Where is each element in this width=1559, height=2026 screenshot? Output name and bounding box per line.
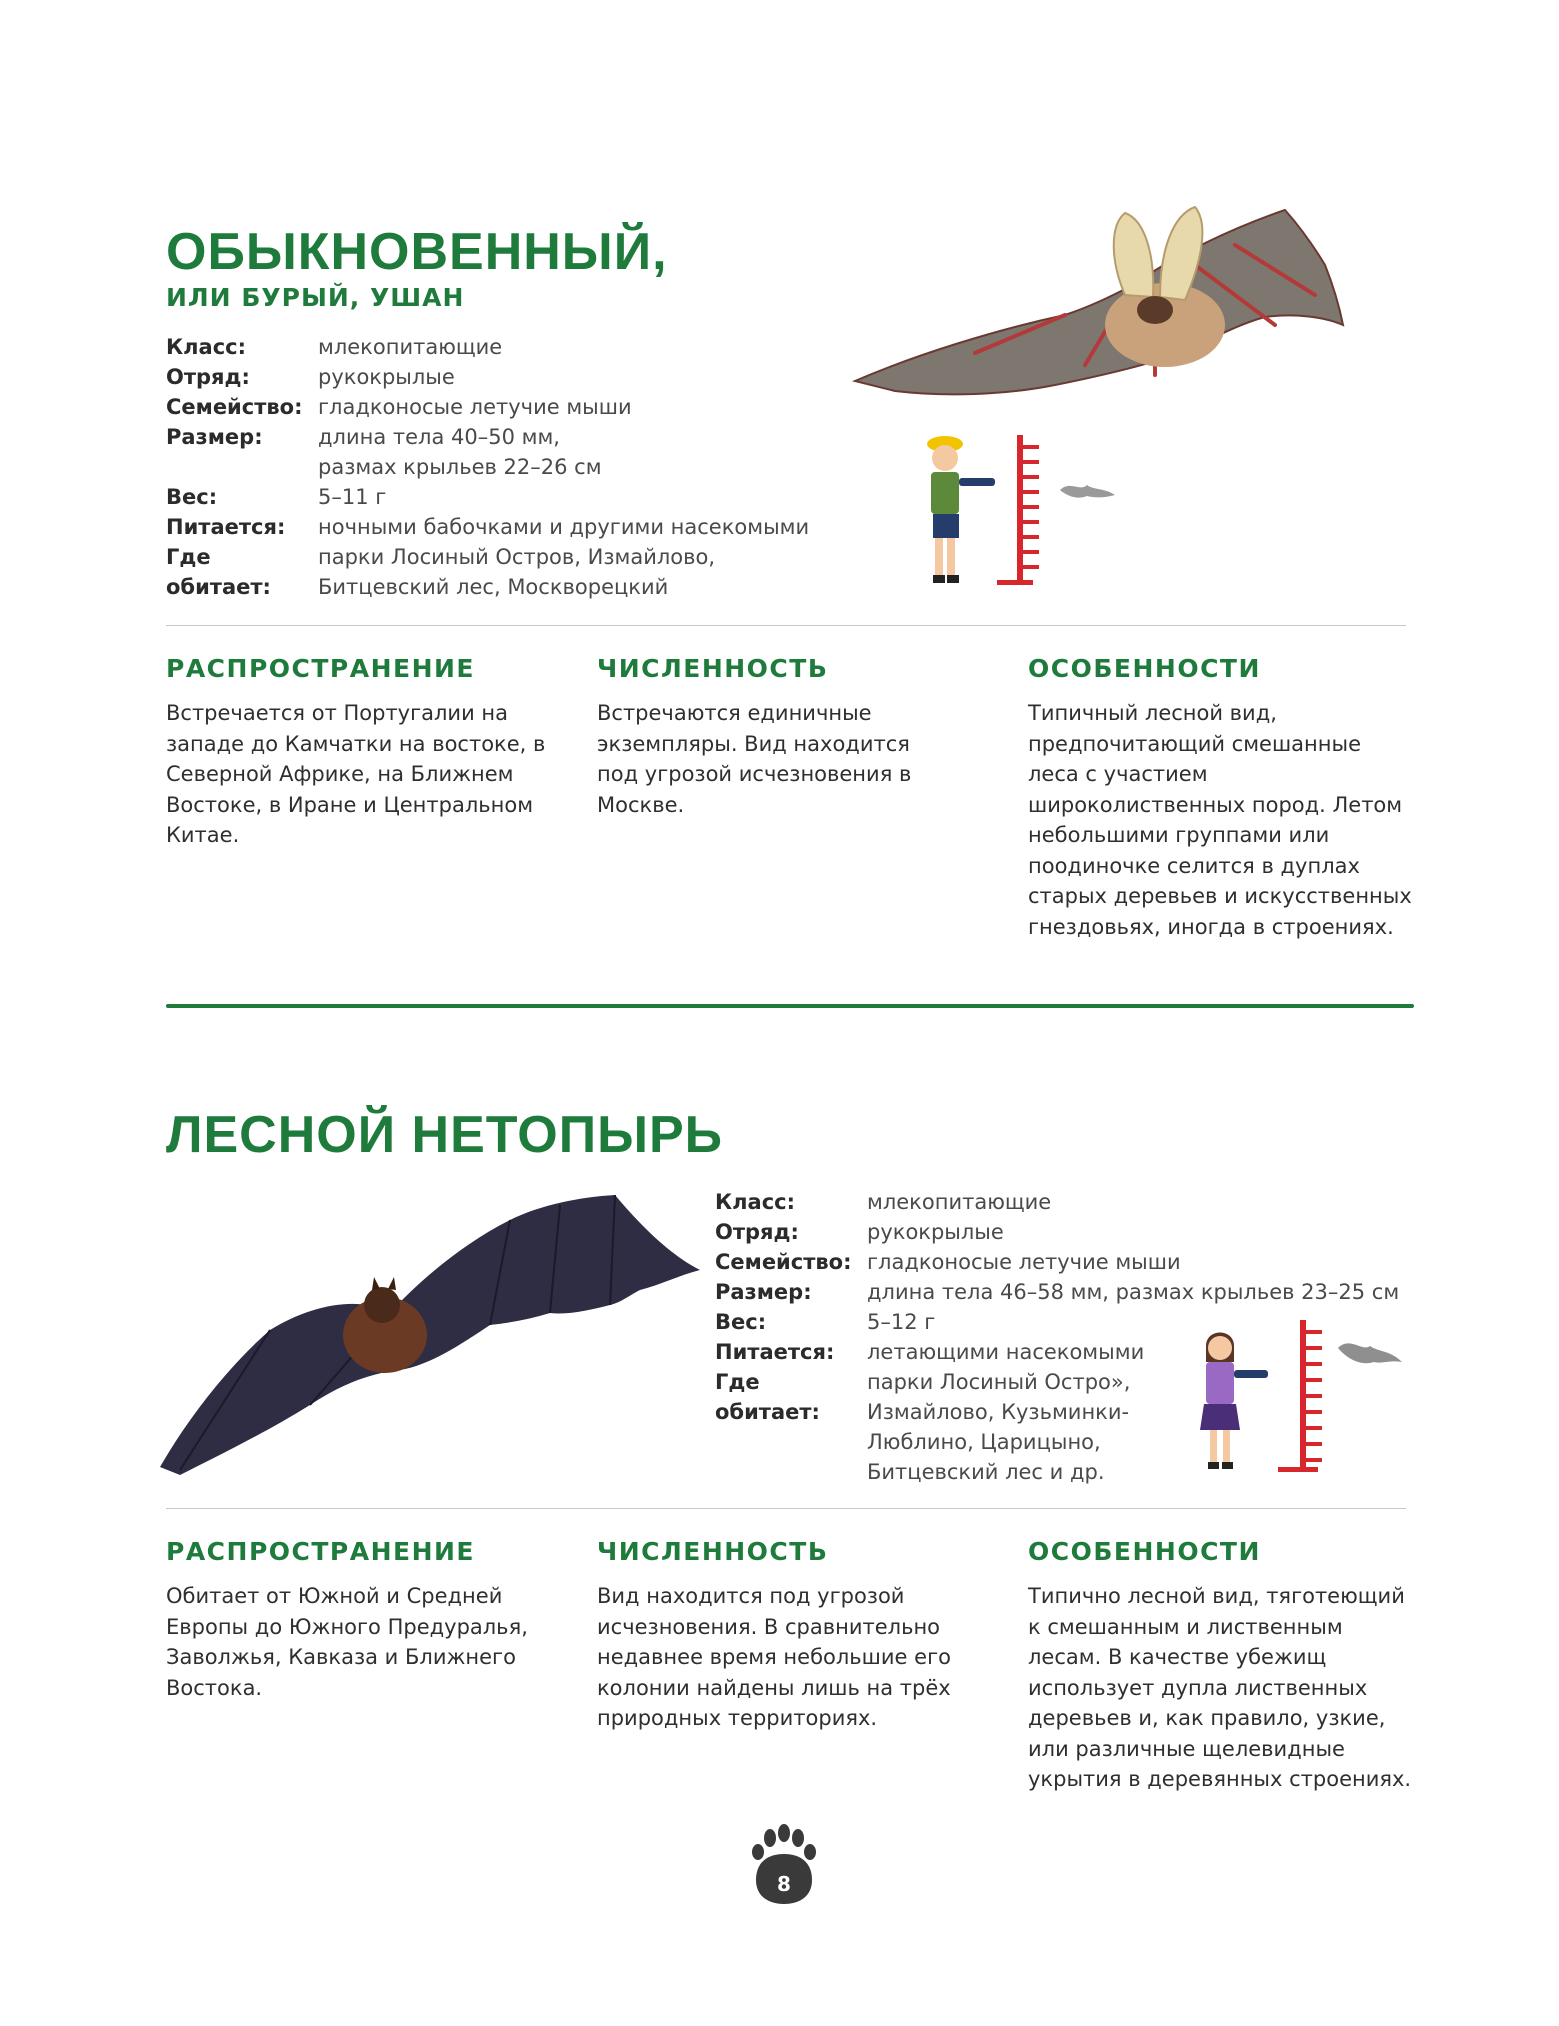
species-1-facts [166, 332, 826, 602]
child-scale-illustration [1190, 1318, 1410, 1488]
col-text-distribution: Обитает от Южной и Средней Европы до Южного Предуралья, Заволжья, Кавказа и Ближнего Востока. [166, 1584, 528, 1700]
fact-label: Класс: [166, 335, 247, 359]
fact-label: Вес: [166, 485, 218, 509]
fact-label: Питается: [715, 1340, 835, 1364]
fact-label: Питается: [166, 515, 286, 539]
page-number: 8 [777, 1872, 791, 1896]
fact-value: рукокрылые [867, 1220, 1004, 1244]
fact-value: 5–12 г [867, 1310, 936, 1334]
fact-label: Семейство: [166, 395, 303, 419]
col-heading-abundance: ЧИСЛЕННОСТЬ [597, 1537, 829, 1566]
fact-value: рукокрылые [318, 365, 455, 389]
fact-label: Класс: [715, 1190, 796, 1214]
fact-label: Отряд: [166, 365, 250, 389]
col-text-abundance: Встречаются единичные экземпляры. Вид находится под угрозой исчезновения в Москве. [597, 701, 912, 817]
child-scale-illustration [915, 430, 1125, 600]
fact-value: гладконосые летучие мыши [867, 1250, 1181, 1274]
col-text-abundance: Вид находится под угрозой исчезновения. В сравнительно недавнее время небольшие его колонии найдены лишь на трёх природных территориях. [597, 1584, 951, 1730]
fact-row [166, 542, 826, 602]
fact-row [166, 362, 826, 392]
fact-row [166, 332, 826, 362]
col-heading-distribution: РАСПРОСТРАНЕНИЕ [166, 654, 476, 683]
fact-row [166, 512, 826, 542]
fact-value: млекопитающие [867, 1190, 1052, 1214]
divider [166, 625, 1406, 626]
fact-value: длина тела 46–58 мм, размах крыльев 23–25 см [867, 1280, 1400, 1304]
divider [166, 1508, 1406, 1509]
col-heading-abundance: ЧИСЛЕННОСТЬ [597, 654, 829, 683]
fact-value: млекопитающие [318, 335, 503, 359]
fact-label: Семейство: [715, 1250, 852, 1274]
fact-value: 5–11 г [318, 485, 387, 509]
species-1-subtitle: ИЛИ БУРЫЙ, УШАН [166, 283, 465, 312]
col-heading-features: ОСОБЕННОСТИ [1028, 654, 1261, 683]
fact-label: Где обитает: [166, 545, 271, 599]
fact-label: Вес: [715, 1310, 767, 1334]
fact-value: летающими насекомыми [867, 1340, 1145, 1364]
col-text-distribution: Встречается от Португалии на западе до Камчатки на востоке, в Северной Африке, на Ближнем Востоке, в Иране и Центральном Китае. [166, 701, 546, 847]
fact-value: длина тела 40–50 мм, размах крыльев 22–26 см [318, 425, 602, 479]
noctule-bat-illustration [160, 1195, 700, 1475]
fact-row [715, 1277, 1415, 1307]
fact-label: Где обитает: [715, 1370, 820, 1424]
fact-value: парки Лосиный Остров, Измайлово, Битцевский лес, Москворецкий [318, 545, 716, 599]
section-divider [166, 1004, 1414, 1008]
fact-label: Размер: [715, 1280, 812, 1304]
fact-label: Отряд: [715, 1220, 799, 1244]
col-heading-distribution: РАСПРОСТРАНЕНИЕ [166, 1537, 476, 1566]
fact-row [715, 1247, 1415, 1277]
col-text-features: Типичный лесной вид, предпочитающий смешанные леса с участием широколиственных пород. Летом небольшими группами или поодиночке селится в дуплах старых деревьев и искусственных гнездовьях, иногда в строениях. [1028, 701, 1412, 939]
col-heading-features: ОСОБЕННОСТИ [1028, 1537, 1261, 1566]
fact-row [166, 422, 826, 482]
species-2-title: ЛЕСНОЙ НЕТОПЫРЬ [166, 1106, 724, 1164]
fact-value: ночными бабочками и другими насекомыми [318, 515, 810, 539]
fact-row [715, 1187, 1415, 1217]
fact-row [166, 482, 826, 512]
col-text-features: Типично лесной вид, тяготеющий к смешанным и лиственным лесам. В качестве убежищ использует дупла лиственных деревьев и, как правило, узкие, или различные щелевидные укрытия в деревянных строениях. [1028, 1584, 1412, 1791]
fact-value: парки Лосиный Остро», Измайлово, Кузьминки- Люблино, Царицыно, Битцевский лес и др. [867, 1370, 1131, 1484]
species-1-title: ОБЫКНОВЕННЫЙ, [166, 223, 668, 281]
fact-value: гладконосые летучие мыши [318, 395, 632, 419]
fact-row [166, 392, 826, 422]
fact-row [715, 1217, 1415, 1247]
fact-label: Размер: [166, 425, 263, 449]
long-eared-bat-illustration [855, 205, 1345, 415]
